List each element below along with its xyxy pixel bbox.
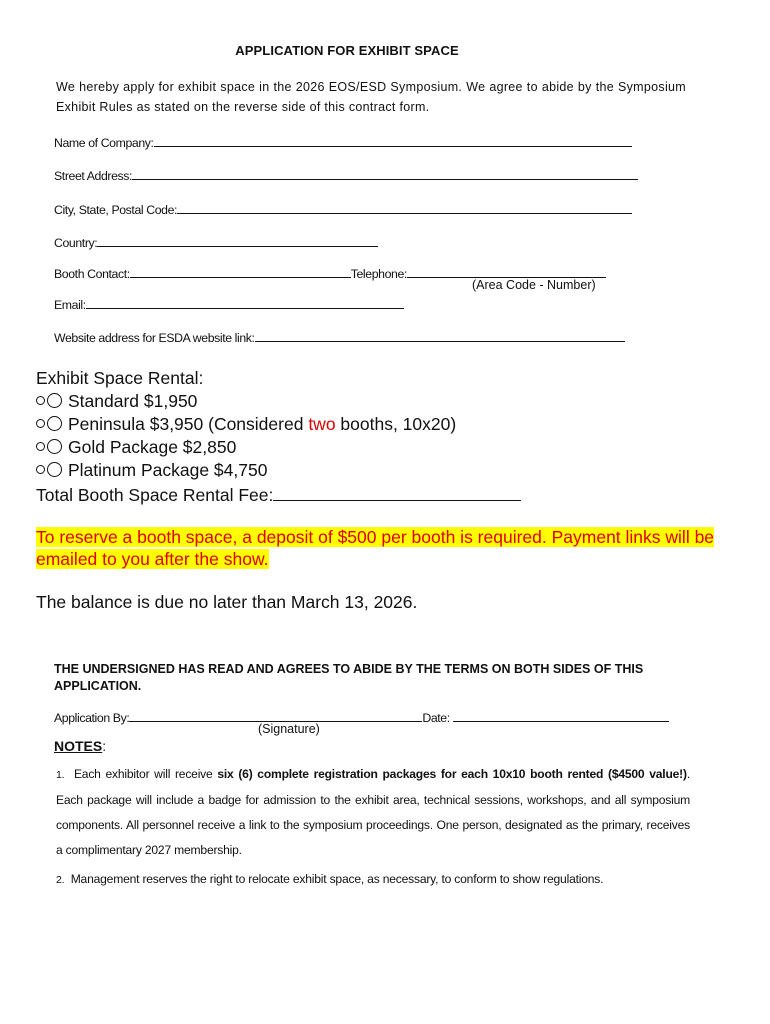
note-1-text-post: . Each package will include a badge for admission to the exhibit area, technical sessions, workshops, and all symposium components. All personnel receive a link to the symposium proceedings. One person, designated as the primary, receives a complimentary 2027 membership. (56, 767, 690, 857)
note-1-number: 1. (56, 769, 65, 781)
booth-contact-field[interactable] (130, 264, 351, 278)
company-row (54, 133, 632, 150)
date-label: Date: (422, 711, 450, 725)
note-2 (56, 869, 690, 890)
country-label: Country: (54, 236, 98, 250)
signature-row (54, 708, 669, 725)
radio-small-icon (36, 419, 45, 428)
radio-small-icon (36, 396, 45, 405)
agreement-text: THE UNDERSIGNED HAS READ AND AGREES TO ABIDE BY THE TERMS ON BOTH SIDES OF THIS APPLICATION. (54, 662, 644, 693)
radio-icon[interactable] (47, 416, 62, 431)
country-row (54, 233, 378, 250)
telephone-hint: (Area Code - Number) (472, 278, 596, 292)
company-field[interactable] (154, 133, 632, 147)
email-row (54, 295, 404, 312)
telephone-field[interactable] (407, 264, 606, 278)
deposit-notice-text: To reserve a booth space, a deposit of $500 per booth is required. Payment links will be emailed to you after the show. (36, 527, 715, 569)
signature-hint: (Signature) (258, 722, 320, 736)
balance-notice: The balance is due no later than March 13, 2026. (36, 592, 418, 612)
city-row (54, 200, 632, 217)
option-label-pre: Peninsula $3,950 (Considered (68, 414, 309, 434)
city-label: City, State, Postal Code: (54, 203, 178, 217)
page-title: APPLICATION FOR EXHIBIT SPACE (235, 43, 459, 58)
option-standard[interactable] (36, 391, 197, 412)
rental-heading: Exhibit Space Rental: (36, 368, 204, 388)
deposit-notice (36, 526, 726, 570)
note-1-text-pre: Each exhibitor will receive (73, 767, 218, 781)
radio-icon[interactable] (47, 393, 62, 408)
street-label: Street Address: (54, 169, 133, 183)
note-1-text-bold: six (6) complete registration packages for each 10x10 booth rented ($4500 value!) (217, 767, 687, 781)
notes-heading: NOTES (54, 738, 103, 754)
telephone-label: Telephone: (350, 267, 407, 281)
city-field[interactable] (177, 200, 632, 214)
street-field[interactable] (132, 166, 638, 180)
option-gold[interactable] (36, 437, 236, 458)
total-fee-row (36, 483, 521, 506)
option-peninsula[interactable] (36, 414, 456, 435)
total-fee-label: Total Booth Space Rental Fee: (36, 485, 274, 505)
website-row (54, 328, 625, 345)
note-1 (56, 762, 690, 863)
radio-icon[interactable] (47, 439, 62, 454)
website-field[interactable] (255, 328, 625, 342)
radio-small-icon (36, 442, 45, 451)
signature-field[interactable] (129, 708, 422, 722)
radio-small-icon (36, 465, 45, 474)
intro-text: We hereby apply for exhibit space in the 2026 EOS/ESD Symposium. We agree to abide by the Symposium Exhibit Rules as stated on the reverse side of this contract form. (56, 80, 686, 114)
website-label: Website address for ESDA website link: (54, 331, 255, 345)
total-fee-field[interactable] (273, 483, 521, 501)
street-row (54, 166, 638, 183)
option-label: Platinum Package $4,750 (68, 460, 268, 480)
email-label: Email: (54, 298, 86, 312)
option-platinum[interactable] (36, 460, 267, 481)
notes-heading-colon: : (102, 738, 107, 754)
option-label: Standard $1,950 (68, 391, 198, 411)
email-field[interactable] (86, 295, 404, 309)
option-label-highlight: two (308, 414, 336, 434)
note-2-number: 2. (56, 874, 65, 886)
company-label: Name of Company: (54, 136, 154, 150)
date-field[interactable] (453, 708, 669, 722)
option-label-post: booths, 10x20) (335, 414, 457, 434)
application-by-label: Application By: (54, 711, 130, 725)
option-label: Gold Package $2,850 (68, 437, 237, 457)
radio-icon[interactable] (47, 462, 62, 477)
booth-contact-label: Booth Contact: (54, 267, 130, 281)
country-field[interactable] (97, 233, 378, 247)
note-2-text: Management reserves the right to relocate exhibit space, as necessary, to conform to show regulations. (70, 872, 604, 886)
notes-heading-row (54, 738, 106, 754)
